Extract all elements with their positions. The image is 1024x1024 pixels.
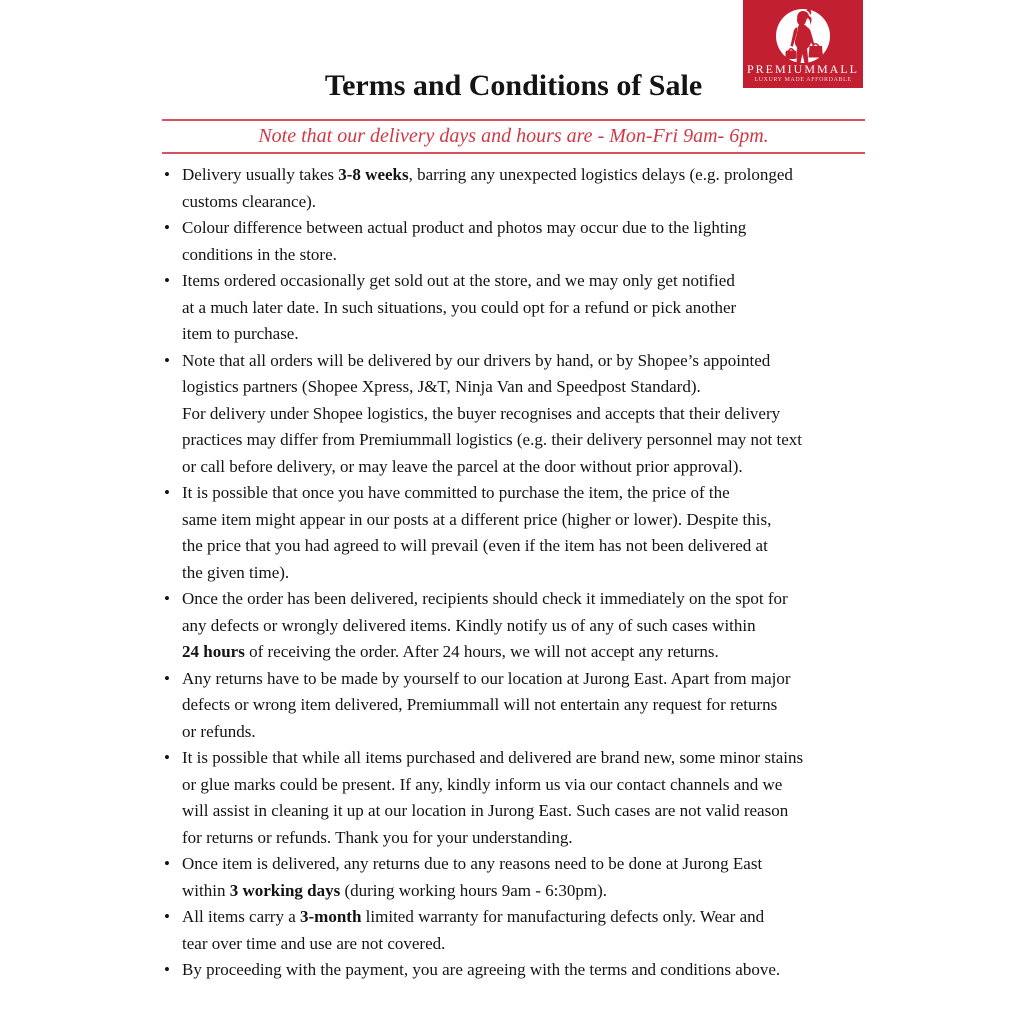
term-text: any defects or wrongly delivered items. Kindly notify us of any of such cases within (182, 615, 756, 635)
term-item (162, 666, 865, 746)
term-text: Once the order has been delivered, recipients should check it immediately on the spot for (182, 589, 788, 608)
term-item (162, 851, 865, 904)
term-text: will assist in cleaning it up at our location in Jurong East. Such cases are not valid reason (182, 801, 789, 820)
term-item (162, 480, 865, 586)
document-content (162, 0, 865, 984)
term-item (162, 586, 865, 666)
term-item (162, 162, 865, 215)
term-item (162, 745, 865, 851)
term-text: Colour difference between actual product and photos may occur due to the lighting (182, 218, 747, 237)
term-text: at a much later date. In such situations, you could opt for a refund or pick another (182, 297, 737, 317)
term-bold-text: 24 hours (182, 642, 245, 661)
term-text: practices may differ from Premiummall logistics (e.g. their delivery personnel may not text (182, 430, 803, 449)
brand-name: PREMIUMMALL (746, 62, 859, 76)
term-text: or glue marks could be present. If any, kindly inform us via our contact channels and we (182, 774, 783, 794)
term-text: Note that all orders will be delivered by our drivers by hand, or by Shopee’s appointed (182, 350, 771, 370)
delivery-note-text: Note that our delivery days and hours are - Mon-Fri 9am- 6pm. (258, 125, 769, 147)
terms-list (162, 162, 865, 984)
term-item (162, 957, 865, 984)
term-item (162, 268, 865, 348)
delivery-note-banner (162, 119, 865, 154)
term-text: of receiving the order. After 24 hours, we will not accept any returns. (244, 642, 719, 661)
term-text: for returns or refunds. Thank you for your understanding. (182, 827, 573, 847)
term-text: conditions in the store. (182, 244, 337, 264)
term-text: within (182, 880, 230, 900)
term-text: customs clearance). (182, 191, 317, 211)
term-bold-text: 3-month (300, 907, 362, 926)
term-text: All items carry a (182, 907, 301, 926)
term-bold-text: 3-8 weeks (338, 165, 409, 184)
term-text: or call before delivery, or may leave the parcel at the door without prior approval). (182, 456, 743, 476)
page-title: Terms and Conditions of Sale (324, 69, 703, 102)
term-text: tear over time and use are not covered. (182, 933, 446, 953)
term-text: By proceeding with the payment, you are agreeing with the terms and conditions above. (182, 960, 781, 979)
term-text: , barring any unexpected logistics delays (e.g. prolonged (408, 165, 793, 184)
term-text: same item might appear in our posts at a different price (higher or lower). Despite this, (182, 509, 772, 529)
term-text: item to purchase. (182, 324, 299, 343)
term-item (162, 215, 865, 268)
term-text: the given time). (182, 562, 290, 582)
term-text: For delivery under Shopee logistics, the buyer recognises and accepts that their delivery (182, 403, 781, 423)
term-text: Once item is delivered, any returns due to any reasons need to be done at Jurong East (182, 854, 763, 873)
term-text: or refunds. (182, 721, 256, 741)
term-text: logistics partners (Shopee Xpress, J&T, Ninja Van and Speedpost Standard). (182, 377, 701, 396)
term-text: Items ordered occasionally get sold out at the store, and we may only get notified (182, 271, 735, 290)
term-text: limited warranty for manufacturing defects only. Wear and (361, 907, 765, 926)
term-text: It is possible that once you have committed to purchase the item, the price of the (182, 483, 730, 502)
term-text: Any returns have to be made by yourself to our location at Jurong East. Apart from major (182, 668, 791, 688)
brand-tagline: LUXURY MADE AFFORDABLE (754, 77, 852, 83)
term-text: defects or wrong item delivered, Premiummall will not entertain any request for returns (182, 695, 778, 714)
term-text: Delivery usually takes (182, 165, 339, 184)
term-item (162, 904, 865, 957)
term-item (162, 348, 865, 481)
term-bold-text: 3 working days (229, 880, 341, 900)
term-text: the price that you had agreed to will prevail (even if the item has not been delivered at (182, 536, 768, 555)
term-text: It is possible that while all items purchased and delivered are brand new, some minor stains (182, 748, 804, 767)
term-text: (during working hours 9am - 6:30pm). (340, 880, 608, 900)
